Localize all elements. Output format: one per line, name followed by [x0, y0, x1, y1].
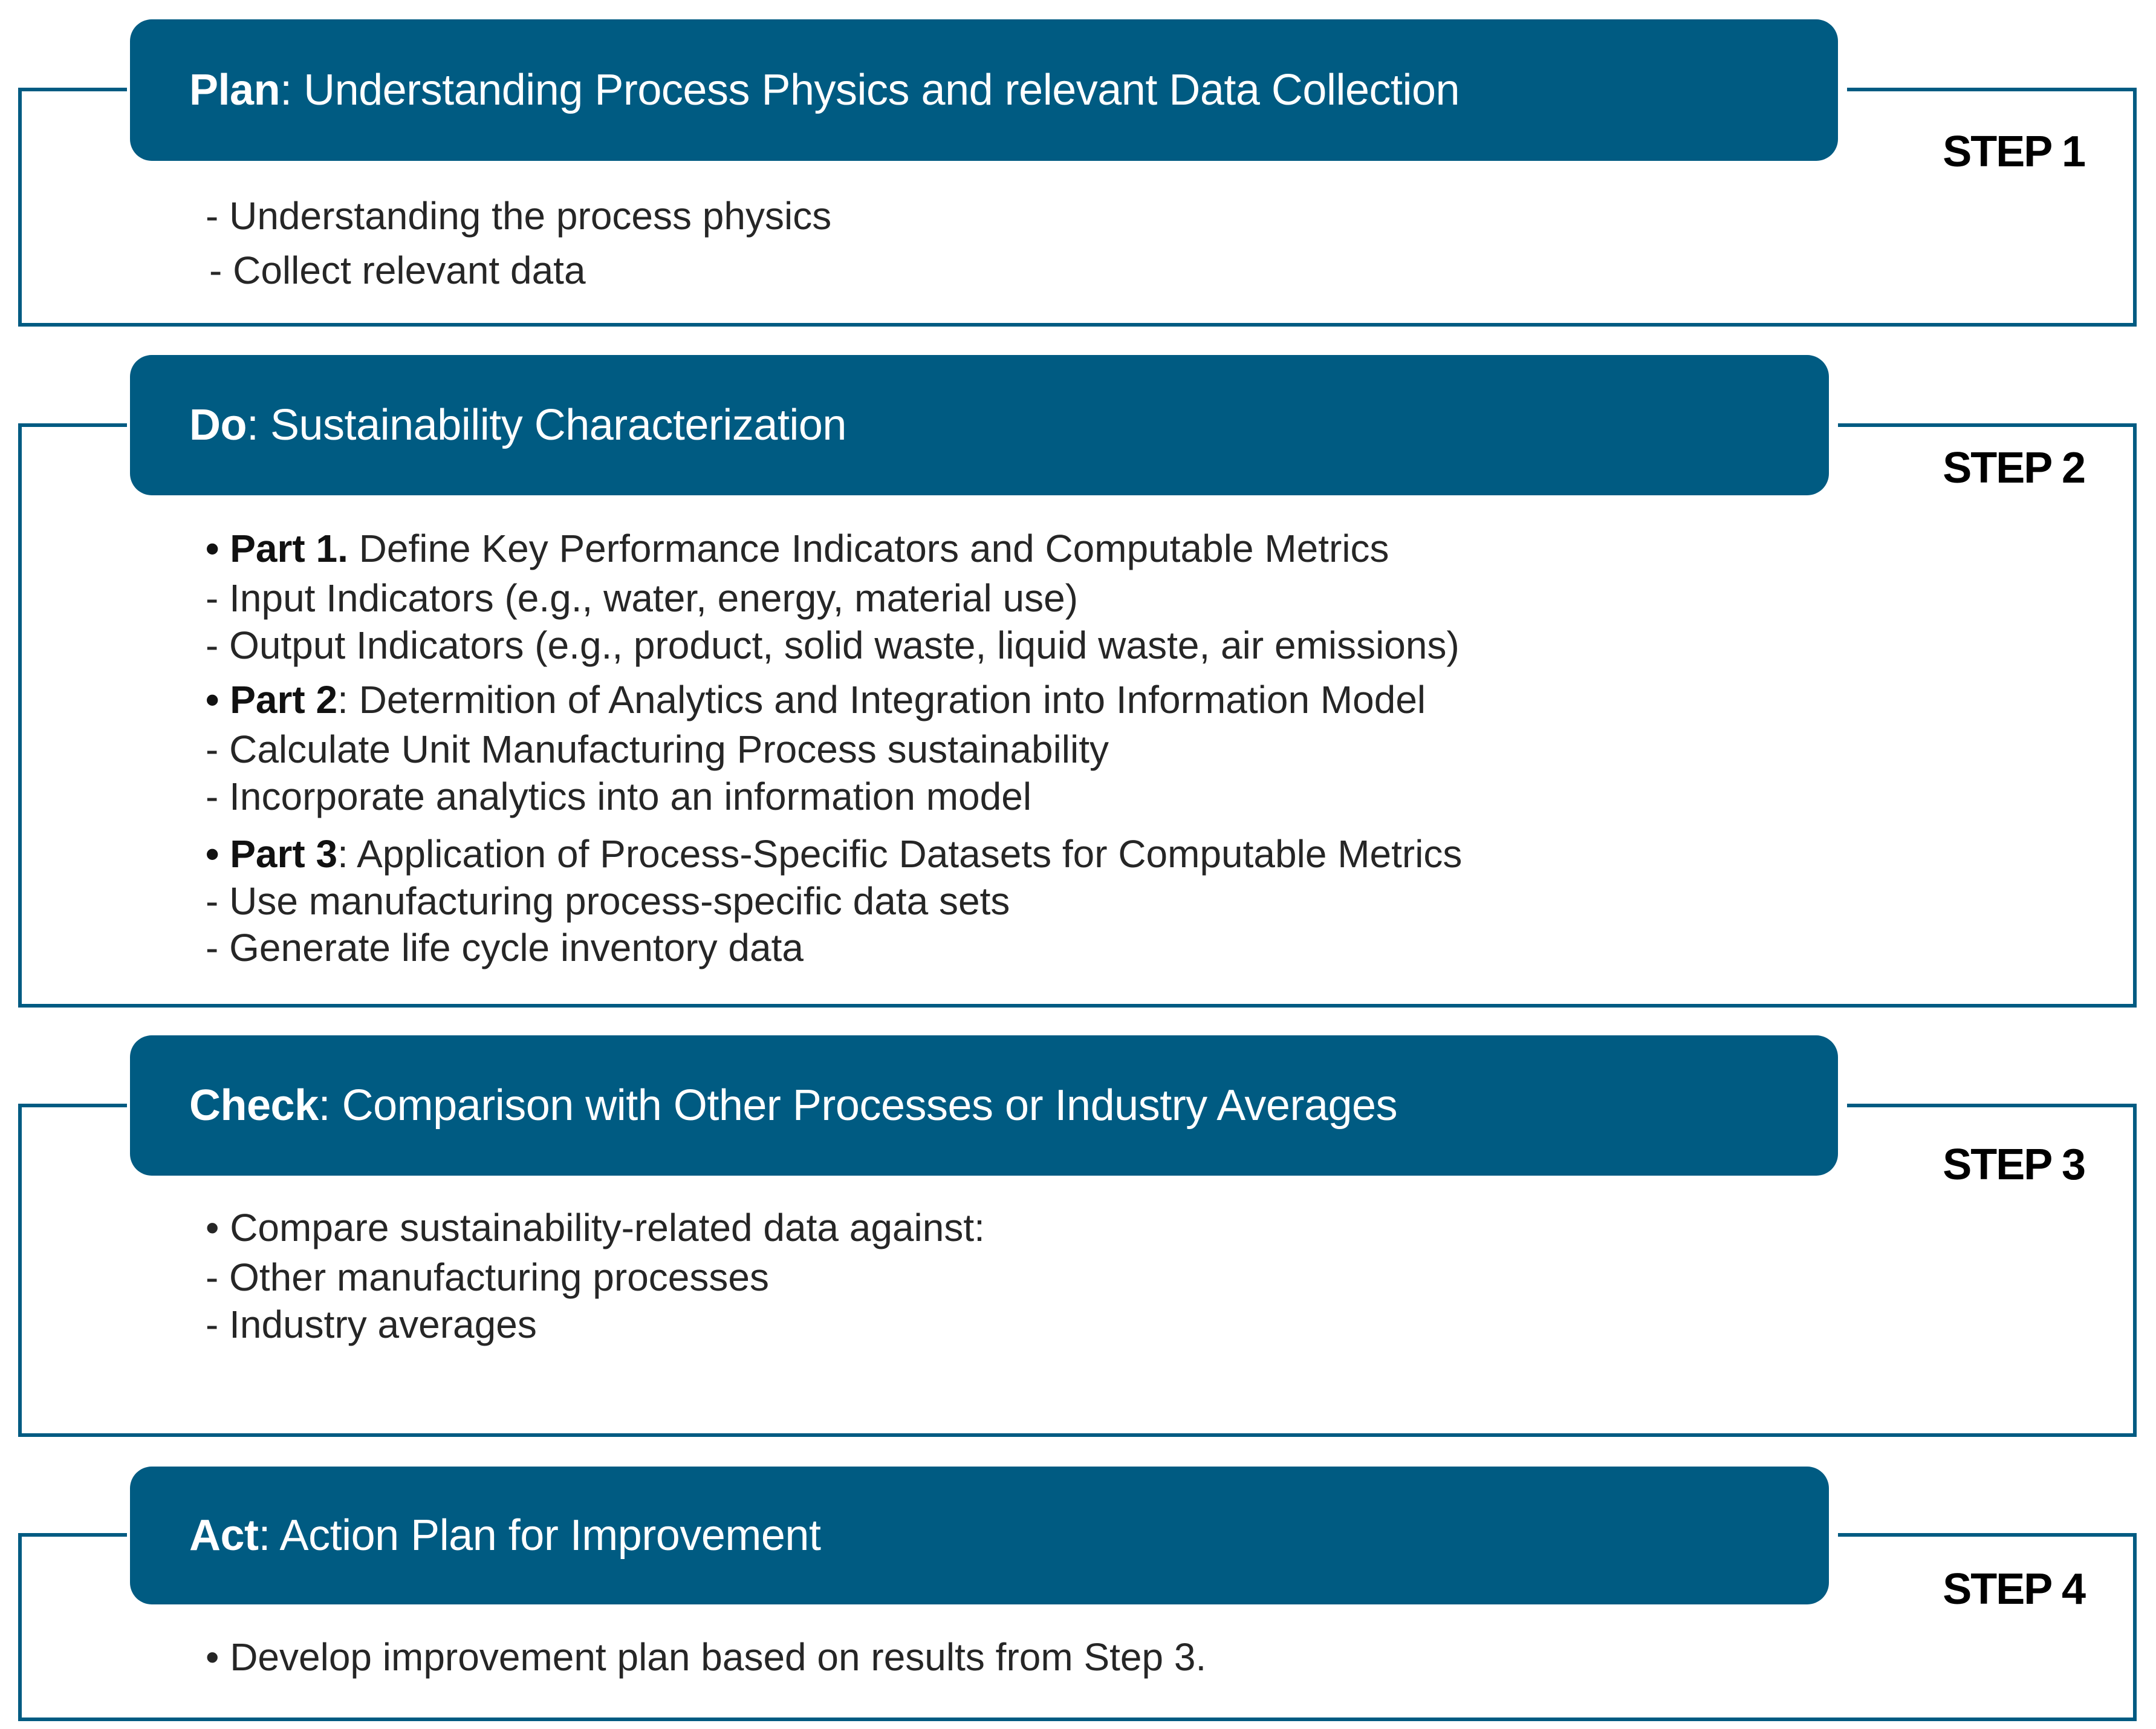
list-item — [206, 576, 1079, 620]
item-text: - Other manufacturing processes — [206, 1255, 769, 1299]
item-text: - Understanding the process physics — [206, 194, 832, 238]
step-banner — [130, 1467, 1829, 1604]
step-label: STEP 1 — [1943, 128, 2085, 176]
item-text: Define Key Performance Indicators and Computable Metrics — [348, 527, 1389, 570]
item-text: - Collect relevant data — [209, 249, 586, 292]
step-title-keyword: Plan — [189, 66, 281, 114]
item-text: - Use manufacturing process-specific data sets — [206, 879, 1010, 923]
item-text: • Compare sustainability-related data against: — [206, 1206, 985, 1249]
list-item — [209, 251, 586, 290]
list-item — [206, 928, 804, 967]
item-text: - Output Indicators (e.g., product, solid waste, liquid waste, air emissions) — [206, 624, 1460, 667]
list-item — [206, 730, 1109, 769]
step-title: : Comparison with Other Processes or Industry Averages — [318, 1081, 1398, 1130]
list-item — [206, 1635, 1207, 1679]
list-item — [206, 1255, 769, 1299]
step-label: STEP 2 — [1943, 444, 2085, 492]
item-bold-label: • Part 1. — [206, 527, 348, 570]
item-text: - Incorporate analytics into an information model — [206, 775, 1032, 818]
list-item — [206, 529, 1389, 568]
list-item — [206, 879, 1010, 923]
step-banner — [130, 19, 1838, 161]
item-text: • Develop improvement plan based on results from Step 3. — [206, 1635, 1207, 1679]
step-label: STEP 3 — [1943, 1141, 2085, 1189]
item-bold-label: • Part 2 — [206, 678, 338, 721]
list-item — [206, 1208, 985, 1247]
step-label: STEP 4 — [1943, 1565, 2085, 1613]
list-item — [206, 626, 1460, 665]
item-bold-label: • Part 3 — [206, 832, 338, 876]
list-item — [206, 777, 1031, 816]
item-text: - Industry averages — [206, 1303, 537, 1346]
item-text: - Generate life cycle inventory data — [206, 926, 804, 969]
step-title-keyword: Do — [189, 401, 247, 449]
list-item — [206, 832, 1463, 876]
item-text: : Determition of Analytics and Integration into Information Model — [337, 678, 1426, 721]
list-item — [206, 1305, 537, 1344]
step-title: : Action Plan for Improvement — [258, 1511, 821, 1560]
item-text: - Calculate Unit Manufacturing Process sustainability — [206, 728, 1109, 771]
item-text: : Application of Process-Specific Datasets for Computable Metrics — [337, 832, 1463, 876]
list-item — [206, 680, 1426, 719]
list-item — [206, 194, 832, 238]
step-title-keyword: Act — [189, 1511, 259, 1560]
step-title: : Sustainability Characterization — [246, 401, 846, 449]
step-banner — [130, 1035, 1838, 1176]
item-text: - Input Indicators (e.g., water, energy, material use) — [206, 576, 1079, 620]
step-banner — [130, 355, 1829, 495]
step-title: : Understanding Process Physics and relevant Data Collection — [280, 66, 1460, 114]
step-title-keyword: Check — [189, 1081, 319, 1130]
